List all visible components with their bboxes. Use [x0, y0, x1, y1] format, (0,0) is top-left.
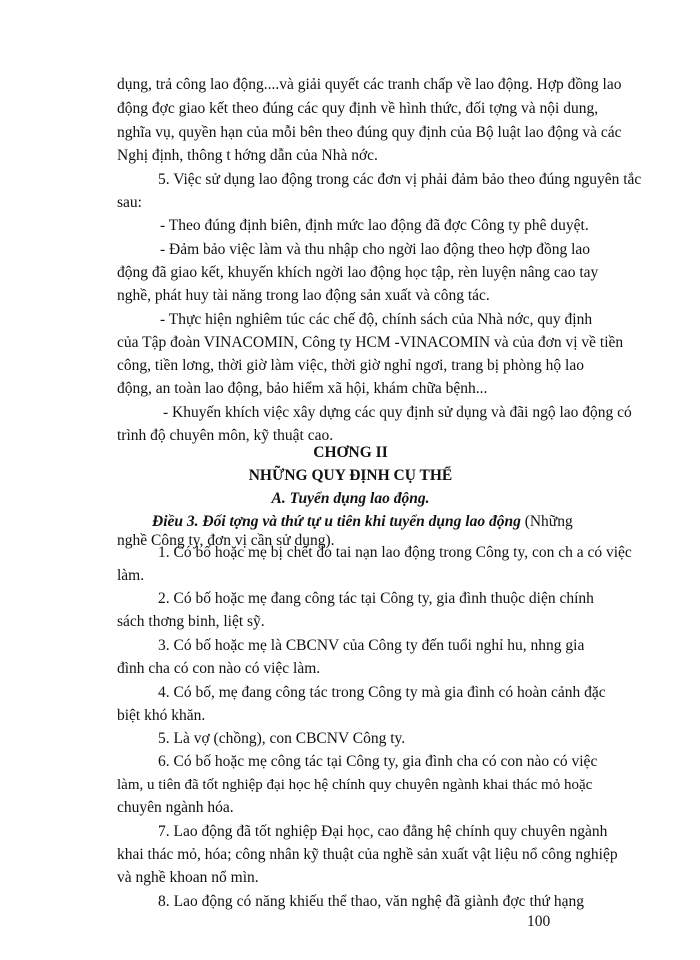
body-text-line: Nghị định, thông t hớng dẫn của Nhà nớc. — [117, 147, 378, 164]
list-item-line: 7. Lao động đã tốt nghiệp Đại học, cao đẳng hệ chính quy chuyên ngành — [158, 823, 608, 840]
body-text-line: nghĩa vụ, quyền hạn của mỗi bên theo đúng quy định của Bộ luật lao động và các — [117, 124, 622, 141]
body-text-line: động đợc giao kết theo đúng các quy định về hình thức, đối tợng và nội dung, — [117, 100, 599, 117]
list-item-line: chuyên ngành hóa. — [117, 799, 234, 816]
list-item-line: 2. Có bố hoặc mẹ đang công tác tại Công ty, gia đình thuộc diện chính — [158, 590, 594, 607]
body-text-line: - Đảm bảo việc làm và thu nhập cho ngời lao động theo hợp đồng lao — [160, 241, 591, 258]
list-item-line: đình cha có con nào có việc làm. — [117, 660, 321, 677]
list-item-line: làm. — [117, 567, 145, 584]
page-number: 100 — [527, 913, 551, 930]
body-text-line: động, an toàn lao động, bảo hiểm xã hội, khám chữa bệnh... — [117, 380, 488, 397]
body-text-line: 5. Việc sử dụng lao động trong các đơn vị phải đảm bảo theo đúng nguyên tắc — [158, 171, 642, 188]
list-item-line: 5. Là vợ (chồng), con CBCNV Công ty. — [158, 730, 406, 747]
body-text-line: công, tiền lơng, thời giờ làm việc, thời giờ nghỉ ngơi, trang bị phòng hộ lao — [117, 357, 584, 374]
section-heading: A. Tuyển dụng lao động. — [271, 490, 430, 507]
body-text-line: sau: — [117, 194, 142, 211]
list-item-line: 3. Có bố hoặc mẹ là CBCNV của Công ty đến tuổi nghỉ hu, nhng gia — [158, 637, 585, 654]
body-text-line: nghề, phát huy tài năng trong lao động sản xuất và công tác. — [117, 287, 490, 304]
list-item-line: 8. Lao động có năng khiếu thể thao, văn nghệ đã giành đợc thứ hạng — [158, 893, 584, 910]
body-text-line: - Thực hiện nghiêm túc các chế độ, chính sách của Nhà nớc, quy định — [160, 311, 593, 328]
body-text-line: của Tập đoàn VINACOMIN, Công ty HCM -VINACOMIN và của đơn vị về tiền — [117, 334, 624, 351]
body-text-line: dụng, trả công lao động....và giải quyết các tranh chấp về lao động. Hợp đồng lao — [117, 76, 622, 93]
list-item-line: khai thác mỏ, hóa; công nhân kỹ thuật của nghề sản xuất vật liệu nổ công nghiệp — [117, 846, 618, 863]
list-item-line: 6. Có bố hoặc mẹ công tác tại Công ty, gia đình cha có con nào có việc — [158, 753, 598, 770]
chapter-number: CHƠNG II — [313, 444, 388, 461]
article-title: Điều 3. Đối tợng và thứ tự u tiên khi tuyển dụng lao động — [152, 513, 521, 530]
list-item-line: sách thơng binh, liệt sỹ. — [117, 613, 265, 630]
body-text-line: nghề Công ty, đơn vị cần sử dụng). — [117, 532, 335, 549]
body-text-line: - Khuyến khích việc xây dựng các quy định sử dụng và đãi ngộ lao động có — [163, 404, 632, 421]
list-item-line: biệt khó khăn. — [117, 707, 206, 724]
article-heading — [152, 512, 584, 532]
chapter-title: NHỮNG QUY ĐỊNH CỤ THỂ — [248, 467, 453, 484]
body-text-line: động đã giao kết, khuyến khích ngời lao động học tập, rèn luyện nâng cao tay — [117, 264, 599, 281]
body-text-line: trình độ chuyên môn, kỹ thuật cao. — [117, 427, 334, 444]
list-item-line: làm, u tiên đã tốt nghiệp đại học hệ chính quy chuyên ngành khai thác mỏ hoặc — [117, 777, 593, 793]
list-item-line: 1. Có bố hoặc mẹ bị chết do tai nạn lao động trong Công ty, con ch a có việc — [158, 544, 632, 561]
article-title-rest: (Những — [520, 513, 573, 530]
list-item-line: 4. Có bố, mẹ đang công tác trong Công ty mà gia đình có hoàn cảnh đặc — [158, 684, 606, 701]
body-text-line: - Theo đúng định biên, định mức lao động đã đợc Công ty phê duyệt. — [160, 217, 589, 234]
list-item-line: và nghề khoan nổ mìn. — [117, 869, 259, 886]
